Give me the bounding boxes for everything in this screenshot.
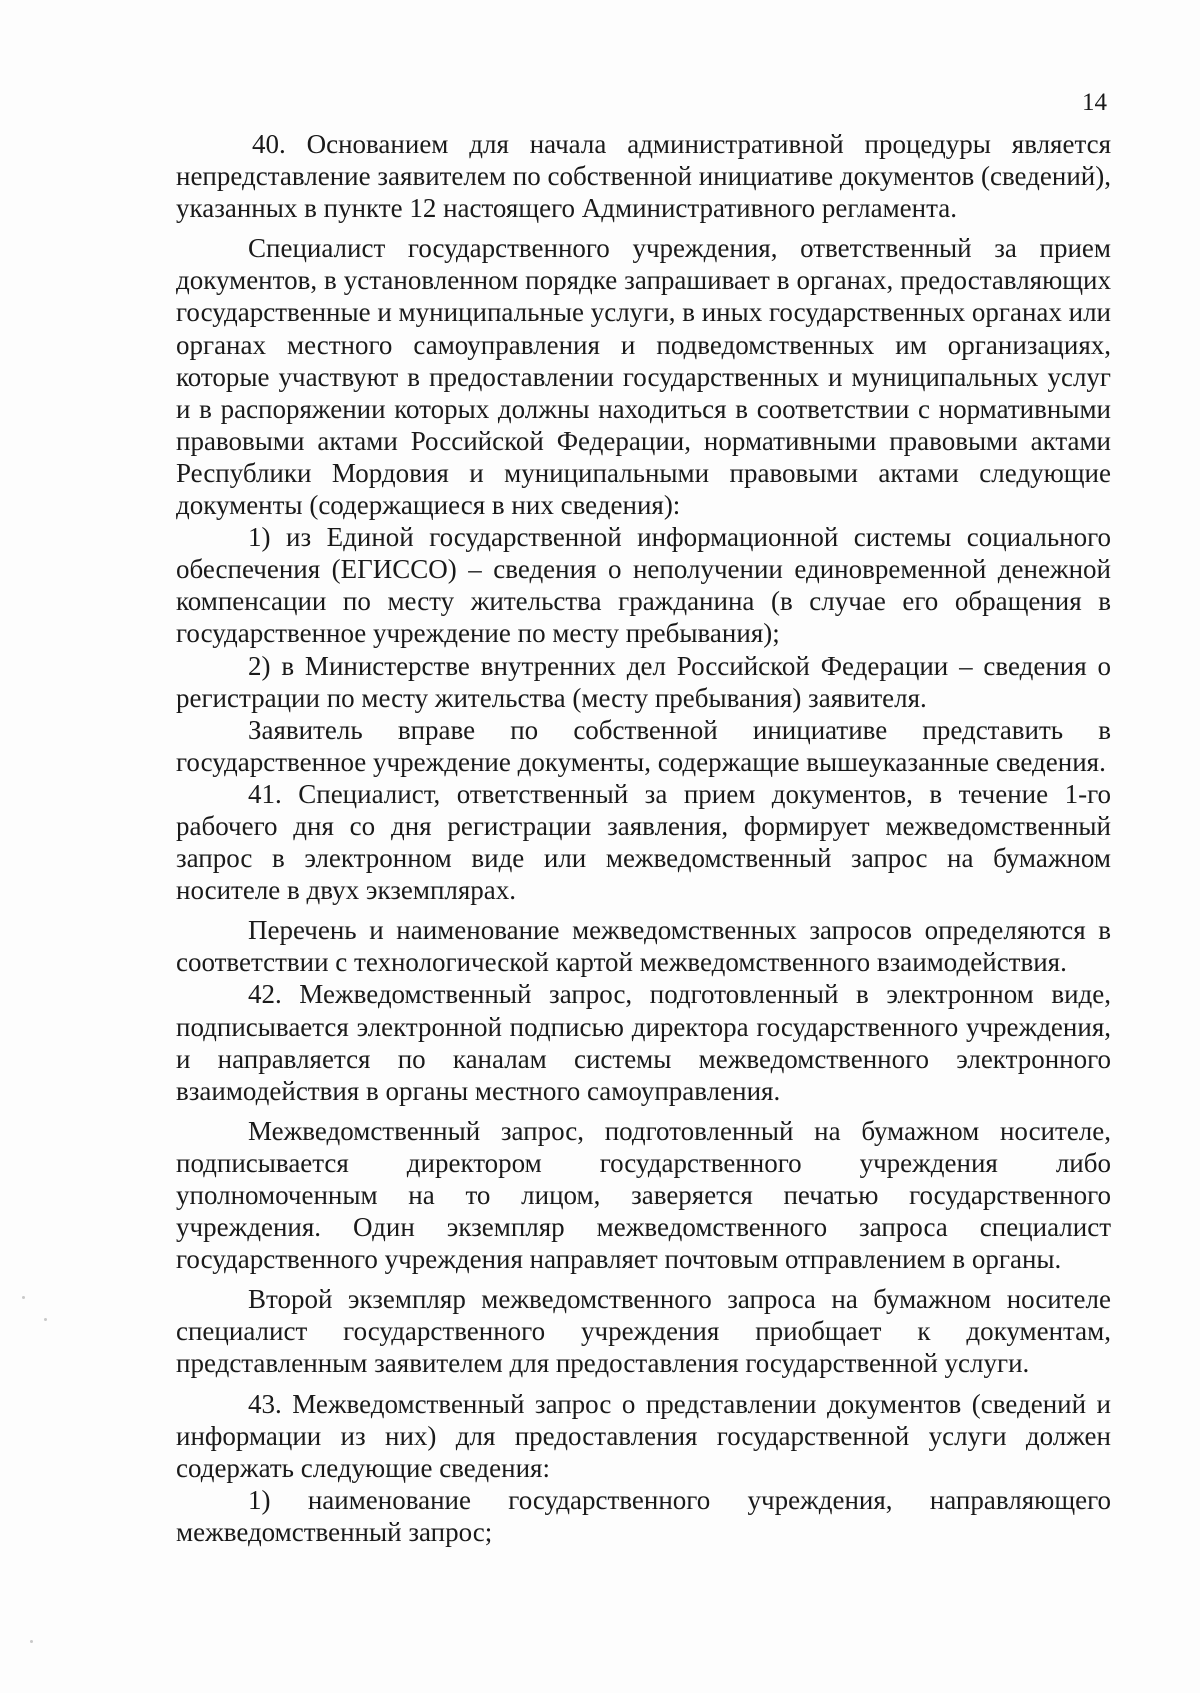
paragraph-41: 41. Специалист, ответственный за прием документов, в течение 1-го рабочего дня со дня регистрации заявления, формирует межведомственный запрос в электронном виде или межведомственный запрос на бумажном носителе в двух экземплярах.	[176, 778, 1111, 906]
paragraph-request-list: Перечень и наименование межведомственных запросов определяются в соответствии с технологической картой межведомственного взаимодействия.	[176, 915, 1111, 978]
paragraph-second-copy: Второй экземпляр межведомственного запроса на бумажном носителе специалист государственного учреждения приобщает к документам, представленным заявителем для предоставления государственной услуги.	[176, 1284, 1111, 1379]
paragraph-applicant-right: Заявитель вправе по собственной инициативе представить в государственное учреждение документы, содержащие вышеуказанные сведения.	[176, 714, 1111, 777]
page-number: 14	[1082, 89, 1107, 116]
paragraph-paper-request: Межведомственный запрос, подготовленный на бумажном носителе, подписывается директором государственного учреждения либо уполномоченным на то лицом, заверяется печатью государственного учреждения. Один экземпляр межведомственного запроса специалист государственного учреждения направляет почтовым отправлением в органы.	[176, 1115, 1111, 1275]
list-item-egisso: 1) из Единой государственной информационной системы социального обеспечения (ЕГИССО) – сведения о неполучении единовременной денежной компенсации по месту жительства гражданина (в случае его обращения в государственное учреждение по месту пребывания);	[176, 522, 1111, 649]
paragraph-43: 43. Межведомственный запрос о представлении документов (сведений и информации из них) для предоставления государственной услуги должен содержать следующие сведения:	[176, 1388, 1111, 1483]
paragraph-specialist-requests: Специалист государственного учреждения, ответственный за прием документов, в установленном порядке запрашивает в органах, предоставляющих государственные и муниципальные услуги, в иных государственных органах или органах местного самоуправления и подведомственных им организациях, которые участвуют в предоставлении государственных и муниципальных услуг и в распоряжении которых должны находиться в соответствии с нормативными правовыми актами Российской Федерации, нормативными правовыми актами Республики Мордовия и муниципальными правовыми актами следующие документы (содержащиеся в них сведения):	[176, 233, 1111, 521]
document-body	[176, 128, 1111, 1548]
list-item-institution-name: 1) наименование государственного учреждения, направляющего межведомственный запрос;	[176, 1484, 1111, 1547]
paragraph-40: 40. Основанием для начала административной процедуры является непредставление заявителем по собственной инициативе документов (сведений), указанных в пункте 12 настоящего Административного регламента.	[176, 129, 1111, 224]
scan-artifact	[30, 1640, 33, 1643]
paragraph-42: 42. Межведомственный запрос, подготовленный в электронном виде, подписывается электронной подписью директора государственного учреждения, и направляется по каналам системы межведомственного электронного взаимодействия в органы местного самоуправления.	[176, 979, 1111, 1106]
scan-artifact	[44, 1318, 47, 1321]
scan-artifact	[22, 1296, 25, 1299]
list-item-mvd: 2) в Министерстве внутренних дел Российской Федерации – сведения о регистрации по месту жительства (месту пребывания) заявителя.	[176, 650, 1111, 713]
